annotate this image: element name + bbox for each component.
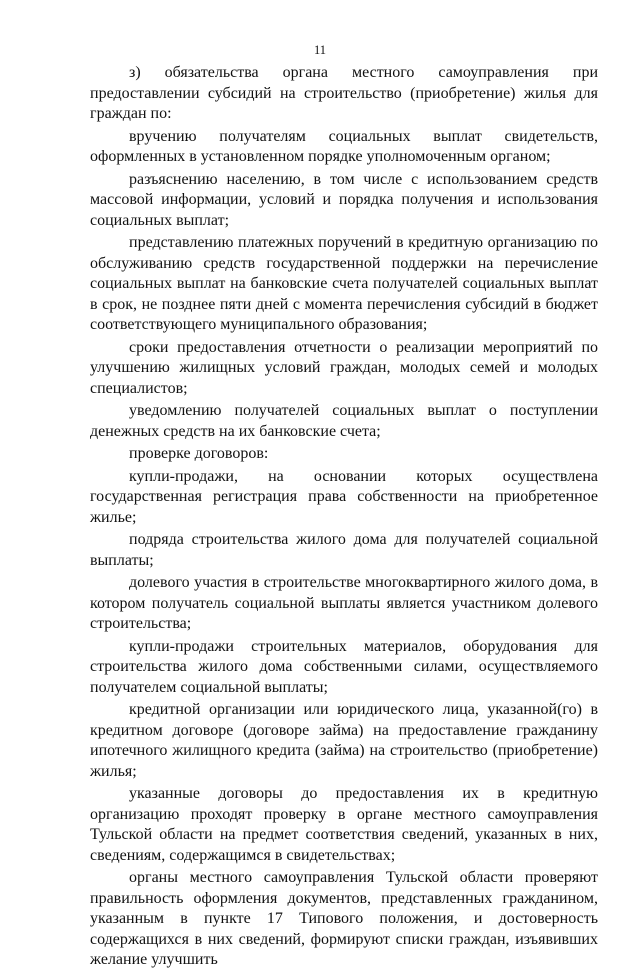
paragraph-credit-organization: кредитной организации или юридического лица, указанной(го) в кредитном договоре (договоре займа) на предоставление гражданину ипотечного жилищного кредита (займа) на строительство (приобретение) жилья; xyxy=(90,701,598,780)
paragraph-shared-construction: долевого участия в строительстве многоквартирного жилого дома, в котором получатель социальной выплаты является участником долевого строительства; xyxy=(90,574,598,632)
paragraph-z-obligations: з) обязательства органа местного самоуправления при предоставлении субсидий на строительство (приобретение) жилья для граждан по: xyxy=(90,64,598,122)
paragraph-purchase-contracts: купли-продажи, на основании которых осуществлена государственная регистрация права собственности на приобретенное жилье; xyxy=(90,467,598,526)
paragraph-public-explanation: разъяснению населению, в том числе с использованием средств массовой информации, условий и порядка получения и использования социальных выплат; xyxy=(90,170,598,229)
page-number: 11 xyxy=(313,43,327,57)
paragraph-payment-orders: представлению платежных поручений в кредитную организацию по обслуживанию средств государственной поддержки на перечисление социальных выплат на банковские счета получателей социальных выплат в срок, не позднее пяти дней с момента перечисления субсидий в бюджет соответствующего муниципального образования; xyxy=(90,234,598,333)
paragraph-construction-contract: подряда строительства жилого дома для получателей социальной выплаты; xyxy=(90,531,598,569)
paragraph-recipient-notification: уведомлению получателей социальных выплат о поступлении денежных средств на их банковские счета; xyxy=(90,402,598,440)
paragraph-contract-verification: указанные договоры до предоставления их в кредитную организацию проходят проверку в органе местного самоуправления Тульской области на предмет соответствия сведений, указанных в них, сведениям, содержащимся в свидетельствах; xyxy=(90,785,598,864)
paragraph-materials-purchase: купли-продажи строительных материалов, оборудования для строительства жилого дома собственными силами, осуществляемого получателем социальной выплаты; xyxy=(90,637,598,696)
paragraph-reporting-deadlines: сроки предоставления отчетности о реализации мероприятий по улучшению жилищных условий граждан, молодых семей и молодых специалистов; xyxy=(90,338,598,397)
document-body xyxy=(90,63,598,971)
paragraph-local-authorities-check: органы местного самоуправления Тульской области проверяют правильность оформления документов, представленных гражданином, указанным в пункте 17 Типового положения, и достоверность содержащихся в них сведений, формируют списки граждан, изъявивших желание улучшить xyxy=(90,869,598,968)
paragraph-certificate-delivery: вручению получателям социальных выплат свидетельств, оформленных в установленном порядке уполномоченным органом; xyxy=(90,127,598,165)
paragraph-contract-check-heading: проверке договоров: xyxy=(129,445,269,462)
